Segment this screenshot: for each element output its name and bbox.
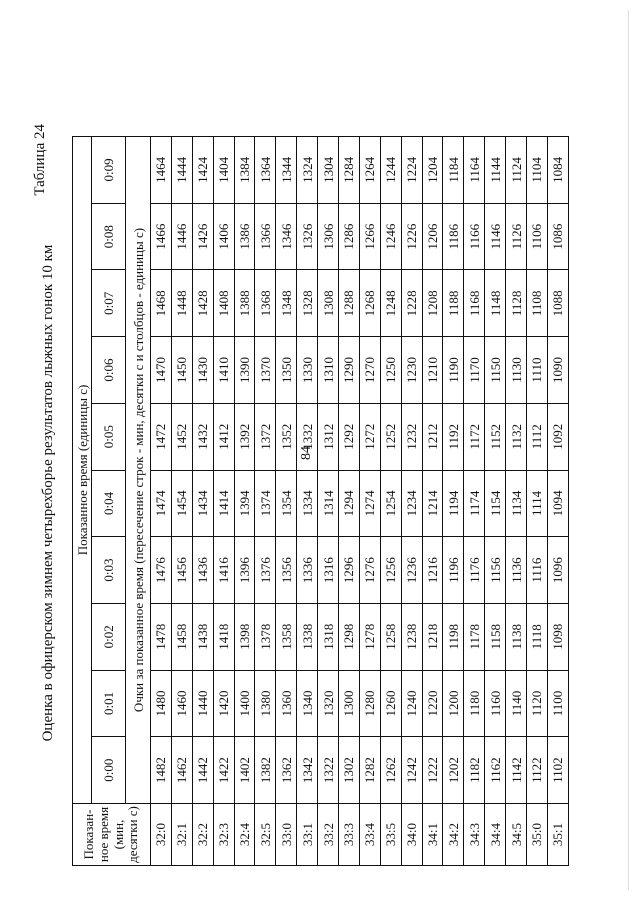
score-cell: 1404 — [213, 137, 234, 204]
score-cell: 1414 — [213, 470, 234, 537]
score-cell: 1452 — [171, 403, 192, 470]
score-cell: 1204 — [422, 137, 443, 204]
score-cell: 1102 — [547, 737, 568, 804]
stub-header — [73, 804, 151, 866]
score-cell: 1474 — [151, 470, 172, 537]
score-cell: 1462 — [171, 737, 192, 804]
score-cell: 1178 — [464, 603, 485, 670]
score-cell: 1268 — [359, 270, 380, 337]
score-cell: 1158 — [485, 603, 506, 670]
score-cell: 1306 — [318, 203, 339, 270]
score-cell: 1160 — [485, 670, 506, 737]
score-cell: 1354 — [276, 470, 297, 537]
score-cell: 1246 — [380, 203, 401, 270]
column-header: 0:05 — [92, 403, 126, 470]
score-cell: 1088 — [547, 270, 568, 337]
score-cell: 1252 — [380, 403, 401, 470]
score-cell: 1466 — [151, 203, 172, 270]
score-cell: 1416 — [213, 537, 234, 604]
score-cell: 1418 — [213, 603, 234, 670]
table-row — [464, 137, 485, 866]
score-cell: 1176 — [464, 537, 485, 604]
table-row — [506, 137, 527, 866]
score-cell: 1376 — [255, 537, 276, 604]
score-cell: 1350 — [276, 337, 297, 404]
table-row — [192, 137, 213, 866]
table-row — [339, 137, 360, 866]
stub-header-line: ное время — [95, 806, 111, 863]
column-header-row — [92, 137, 126, 866]
score-cell: 1180 — [464, 670, 485, 737]
score-cell: 1286 — [339, 203, 360, 270]
score-cell: 1270 — [359, 337, 380, 404]
row-time: 34:3 — [464, 804, 485, 866]
score-cell: 1318 — [318, 603, 339, 670]
score-cell: 1236 — [401, 537, 422, 604]
document-title: Оценка в офицерском зимнем четырехборье результатов лыжных гонок 10 км — [40, 244, 56, 742]
score-cell: 1308 — [318, 270, 339, 337]
score-cell: 1420 — [213, 670, 234, 737]
score-cell: 1232 — [401, 403, 422, 470]
score-cell: 1328 — [297, 270, 318, 337]
score-cell: 1426 — [192, 203, 213, 270]
score-cell: 1388 — [234, 270, 255, 337]
score-cell: 1324 — [297, 137, 318, 204]
score-cell: 1266 — [359, 203, 380, 270]
score-cell: 1364 — [255, 137, 276, 204]
score-cell: 1186 — [443, 203, 464, 270]
scan-margin-line — [628, 10, 629, 890]
score-cell: 1208 — [422, 270, 443, 337]
stub-header-line: Показан- — [80, 809, 96, 860]
score-cell: 1200 — [443, 670, 464, 737]
score-cell: 1146 — [485, 203, 506, 270]
score-cell: 1378 — [255, 603, 276, 670]
score-cell: 1116 — [527, 537, 548, 604]
table-row — [276, 137, 297, 866]
score-cell: 1254 — [380, 470, 401, 537]
score-cell: 1132 — [506, 403, 527, 470]
score-cell: 1302 — [339, 737, 360, 804]
score-cell: 1154 — [485, 470, 506, 537]
score-cell: 1142 — [506, 737, 527, 804]
score-cell: 1394 — [234, 470, 255, 537]
table-row — [443, 137, 464, 866]
table-row — [485, 137, 506, 866]
column-header: 0:00 — [92, 737, 126, 804]
table-row — [401, 137, 422, 866]
score-cell: 1310 — [318, 337, 339, 404]
row-time: 32:2 — [192, 804, 213, 866]
row-time: 34:0 — [401, 804, 422, 866]
score-cell: 1464 — [151, 137, 172, 204]
score-cell: 1092 — [547, 403, 568, 470]
score-cell: 1218 — [422, 603, 443, 670]
score-cell: 1296 — [339, 537, 360, 604]
score-cell: 1174 — [464, 470, 485, 537]
score-cell: 1164 — [464, 137, 485, 204]
score-cell: 1262 — [380, 737, 401, 804]
score-cell: 1118 — [527, 603, 548, 670]
column-header: 0:09 — [92, 137, 126, 204]
row-time: 34:2 — [443, 804, 464, 866]
score-cell: 1202 — [443, 737, 464, 804]
score-cell: 1260 — [380, 670, 401, 737]
score-cell: 1104 — [527, 137, 548, 204]
score-cell: 1334 — [297, 470, 318, 537]
score-cell: 1170 — [464, 337, 485, 404]
score-cell: 1086 — [547, 203, 568, 270]
score-cell: 1410 — [213, 337, 234, 404]
table-row — [527, 137, 548, 866]
score-cell: 1258 — [380, 603, 401, 670]
score-cell: 1256 — [380, 537, 401, 604]
score-cell: 1428 — [192, 270, 213, 337]
score-cell: 1084 — [547, 137, 568, 204]
score-cell: 1436 — [192, 537, 213, 604]
score-cell: 1148 — [485, 270, 506, 337]
score-cell: 1450 — [171, 337, 192, 404]
score-cell: 1432 — [192, 403, 213, 470]
score-cell: 1348 — [276, 270, 297, 337]
rotated-page-content — [20, 98, 566, 888]
score-cell: 1264 — [359, 137, 380, 204]
row-time: 33:5 — [380, 804, 401, 866]
score-cell: 1398 — [234, 603, 255, 670]
table-row — [547, 137, 568, 866]
score-cell: 1478 — [151, 603, 172, 670]
score-cell: 1140 — [506, 670, 527, 737]
score-cell: 1320 — [318, 670, 339, 737]
score-cell: 1198 — [443, 603, 464, 670]
score-cell: 1228 — [401, 270, 422, 337]
score-cell: 1400 — [234, 670, 255, 737]
subheader-row — [126, 137, 151, 866]
score-cell: 1292 — [339, 403, 360, 470]
score-cell: 1106 — [527, 203, 548, 270]
score-cell: 1314 — [318, 470, 339, 537]
score-cell: 1360 — [276, 670, 297, 737]
score-cell: 1224 — [401, 137, 422, 204]
row-time: 33:1 — [297, 804, 318, 866]
score-cell: 1434 — [192, 470, 213, 537]
score-cell: 1156 — [485, 537, 506, 604]
row-time: 32:4 — [234, 804, 255, 866]
score-cell: 1126 — [506, 203, 527, 270]
score-cell: 1272 — [359, 403, 380, 470]
score-cell: 1342 — [297, 737, 318, 804]
score-cell: 1300 — [339, 670, 360, 737]
score-cell: 1358 — [276, 603, 297, 670]
score-cell: 1276 — [359, 537, 380, 604]
score-cell: 1108 — [527, 270, 548, 337]
row-time: 32:5 — [255, 804, 276, 866]
table-row — [213, 137, 234, 866]
row-time: 32:1 — [171, 804, 192, 866]
score-cell: 1344 — [276, 137, 297, 204]
score-cell: 1096 — [547, 537, 568, 604]
stub-header-line: (мин, — [110, 819, 126, 850]
score-cell: 1196 — [443, 537, 464, 604]
stub-header-line: десятки с) — [125, 806, 141, 863]
score-cell: 1476 — [151, 537, 172, 604]
column-header: 0:03 — [92, 537, 126, 604]
score-cell: 1150 — [485, 337, 506, 404]
score-cell: 1278 — [359, 603, 380, 670]
group-header-row — [73, 137, 92, 866]
row-time: 33:0 — [276, 804, 297, 866]
score-cell: 1090 — [547, 337, 568, 404]
score-cell: 1390 — [234, 337, 255, 404]
score-cell: 1190 — [443, 337, 464, 404]
score-cell: 1172 — [464, 403, 485, 470]
score-cell: 1304 — [318, 137, 339, 204]
table-row — [297, 137, 318, 866]
score-cell: 1442 — [192, 737, 213, 804]
score-cell: 1222 — [422, 737, 443, 804]
score-cell: 1340 — [297, 670, 318, 737]
score-cell: 1120 — [527, 670, 548, 737]
score-cell: 1392 — [234, 403, 255, 470]
score-cell: 1446 — [171, 203, 192, 270]
row-time: 35:0 — [527, 804, 548, 866]
score-cell: 1338 — [297, 603, 318, 670]
column-header: 0:08 — [92, 203, 126, 270]
score-cell: 1412 — [213, 403, 234, 470]
score-table-body — [73, 137, 569, 866]
score-cell: 1422 — [213, 737, 234, 804]
score-cell: 1386 — [234, 203, 255, 270]
score-cell: 1322 — [318, 737, 339, 804]
table-row — [151, 137, 172, 866]
score-cell: 1406 — [213, 203, 234, 270]
score-cell: 1316 — [318, 537, 339, 604]
table-row — [359, 137, 380, 866]
score-cell: 1460 — [171, 670, 192, 737]
score-cell: 1382 — [255, 737, 276, 804]
score-cell: 1352 — [276, 403, 297, 470]
score-table — [72, 136, 569, 866]
score-cell: 1244 — [380, 137, 401, 204]
score-cell: 1166 — [464, 203, 485, 270]
score-cell: 1330 — [297, 337, 318, 404]
row-time: 35:1 — [547, 804, 568, 866]
score-cell: 1206 — [422, 203, 443, 270]
row-time: 33:3 — [339, 804, 360, 866]
score-cell: 1380 — [255, 670, 276, 737]
row-time: 32:0 — [151, 804, 172, 866]
score-cell: 1332 — [297, 403, 318, 470]
score-cell: 1144 — [485, 137, 506, 204]
score-cell: 1114 — [527, 470, 548, 537]
score-cell: 1214 — [422, 470, 443, 537]
row-time: 34:1 — [422, 804, 443, 866]
score-cell: 1396 — [234, 537, 255, 604]
score-cell: 1456 — [171, 537, 192, 604]
row-time: 34:5 — [506, 804, 527, 866]
score-cell: 1240 — [401, 670, 422, 737]
score-cell: 1430 — [192, 337, 213, 404]
score-cell: 1194 — [443, 470, 464, 537]
score-cell: 1110 — [527, 337, 548, 404]
score-cell: 1480 — [151, 670, 172, 737]
score-cell: 1248 — [380, 270, 401, 337]
score-cell: 1440 — [192, 670, 213, 737]
table-subheader: Очки за показанное время (пересечение строк - мин, десятки с и столбцов - единицы с) — [126, 137, 151, 804]
score-cell: 1226 — [401, 203, 422, 270]
score-cell: 1326 — [297, 203, 318, 270]
score-cell: 1242 — [401, 737, 422, 804]
score-cell: 1182 — [464, 737, 485, 804]
score-cell: 1168 — [464, 270, 485, 337]
page-number: 84 — [299, 446, 314, 460]
score-cell: 1188 — [443, 270, 464, 337]
score-cell: 1438 — [192, 603, 213, 670]
score-cell: 1184 — [443, 137, 464, 204]
score-cell: 1210 — [422, 337, 443, 404]
score-cell: 1312 — [318, 403, 339, 470]
score-cell: 1128 — [506, 270, 527, 337]
score-cell: 1134 — [506, 470, 527, 537]
score-cell: 1100 — [547, 670, 568, 737]
score-cell: 1468 — [151, 270, 172, 337]
score-cell: 1282 — [359, 737, 380, 804]
score-cell: 1234 — [401, 470, 422, 537]
table-row — [255, 137, 276, 866]
score-cell: 1212 — [422, 403, 443, 470]
score-cell: 1370 — [255, 337, 276, 404]
column-header: 0:06 — [92, 337, 126, 404]
score-cell: 1152 — [485, 403, 506, 470]
score-cell: 1470 — [151, 337, 172, 404]
score-cell: 1356 — [276, 537, 297, 604]
table-row — [171, 137, 192, 866]
table-row — [234, 137, 255, 866]
score-cell: 1288 — [339, 270, 360, 337]
score-cell: 1294 — [339, 470, 360, 537]
score-cell: 1448 — [171, 270, 192, 337]
score-cell: 1250 — [380, 337, 401, 404]
score-cell: 1366 — [255, 203, 276, 270]
table-row — [422, 137, 443, 866]
score-cell: 1284 — [339, 137, 360, 204]
column-header: 0:02 — [92, 603, 126, 670]
score-cell: 1162 — [485, 737, 506, 804]
score-cell: 1220 — [422, 670, 443, 737]
score-cell: 1424 — [192, 137, 213, 204]
score-cell: 1472 — [151, 403, 172, 470]
score-cell: 1192 — [443, 403, 464, 470]
column-header: 0:07 — [92, 270, 126, 337]
score-cell: 1290 — [339, 337, 360, 404]
score-cell: 1122 — [527, 737, 548, 804]
score-cell: 1216 — [422, 537, 443, 604]
score-cell: 1346 — [276, 203, 297, 270]
group-header: Показанное время (единицы с) — [73, 137, 92, 804]
score-cell: 1130 — [506, 337, 527, 404]
score-cell: 1408 — [213, 270, 234, 337]
column-header: 0:04 — [92, 470, 126, 537]
score-cell: 1112 — [527, 403, 548, 470]
score-cell: 1374 — [255, 470, 276, 537]
score-cell: 1138 — [506, 603, 527, 670]
score-cell: 1094 — [547, 470, 568, 537]
row-time: 33:4 — [359, 804, 380, 866]
column-header: 0:01 — [92, 670, 126, 737]
score-cell: 1444 — [171, 137, 192, 204]
score-cell: 1274 — [359, 470, 380, 537]
score-cell: 1362 — [276, 737, 297, 804]
score-cell: 1336 — [297, 537, 318, 604]
score-cell: 1482 — [151, 737, 172, 804]
row-time: 33:2 — [318, 804, 339, 866]
table-label: Таблица 24 — [32, 124, 48, 196]
score-cell: 1372 — [255, 403, 276, 470]
table-row — [318, 137, 339, 866]
score-cell: 1280 — [359, 670, 380, 737]
score-cell: 1098 — [547, 603, 568, 670]
table-row — [380, 137, 401, 866]
score-cell: 1230 — [401, 337, 422, 404]
row-time: 32:3 — [213, 804, 234, 866]
score-cell: 1298 — [339, 603, 360, 670]
score-cell: 1136 — [506, 537, 527, 604]
score-cell: 1458 — [171, 603, 192, 670]
score-cell: 1124 — [506, 137, 527, 204]
score-cell: 1454 — [171, 470, 192, 537]
row-time: 34:4 — [485, 804, 506, 866]
score-cell: 1384 — [234, 137, 255, 204]
score-cell: 1402 — [234, 737, 255, 804]
score-cell: 1238 — [401, 603, 422, 670]
score-cell: 1368 — [255, 270, 276, 337]
